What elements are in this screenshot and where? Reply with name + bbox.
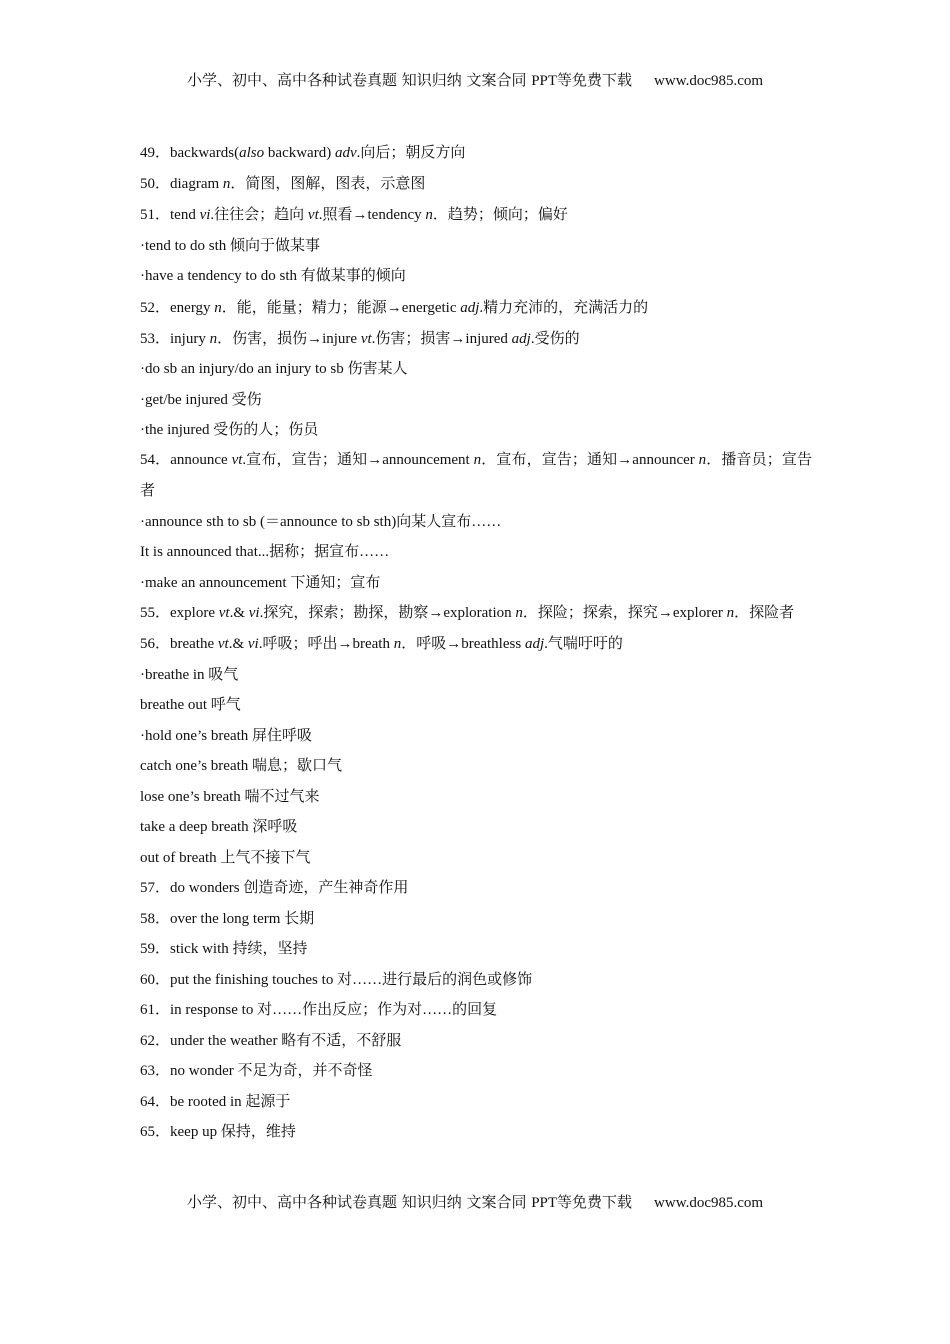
entry-56-phrase-3: ·hold one’s breath 屏住呼吸 — [140, 727, 313, 744]
header-text: 小学、初中、高中各种试卷真题 知识归纳 文案合同 PPT等免费下载 — [186, 73, 633, 89]
footer-text: 小学、初中、高中各种试卷真题 知识归纳 文案合同 PPT等免费下载 — [186, 1195, 633, 1211]
entry-57: 57．do wonders 创造奇迹，产生神奇作用 — [140, 880, 409, 897]
entry-56-phrase-5: lose one’s breath 喘不过气来 — [140, 788, 320, 805]
entry-55: 55．explore vt.& vi.探究，探索；勘探，勘察→exploration n．探险；探索，探究→explorer n．探险者 — [140, 605, 795, 622]
entry-56: 56．breathe vt.& vi.呼吸；呼出→breath n．呼吸→breathless adj.气喘吁吁的 — [140, 636, 623, 653]
entry-59: 59．stick with 持续，坚持 — [140, 941, 308, 958]
entry-56-phrase-2: breathe out 呼气 — [140, 697, 241, 714]
vocabulary-list — [140, 143, 812, 1143]
entry-56-phrase-7: out of breath 上气不接下气 — [140, 849, 311, 866]
entry-51-phrase-2: ·have a tendency to do sth 有做某事的倾向 — [140, 268, 406, 285]
entry-58: 58．over the long term 长期 — [140, 910, 315, 927]
entry-53-phrase-2: ·get/be injured 受伤 — [140, 391, 262, 408]
entry-53: 53．injury n．伤害，损伤→injure vt.伤害；损害→injured adj.受伤的 — [140, 330, 580, 347]
entry-63: 63．no wonder 不足为奇，并不奇怪 — [140, 1063, 373, 1080]
entry-65: 65．keep up 保持，维持 — [140, 1124, 296, 1141]
entry-64: 64．be rooted in 起源于 — [140, 1093, 291, 1110]
entry-56-phrase-1: ·breathe in 吸气 — [140, 666, 239, 683]
entry-61: 61．in response to 对……作出反应；作为对……的回复 — [140, 1002, 498, 1019]
footer-site: www.doc985.com — [654, 1195, 764, 1211]
entry-54-phrase-3: ·make an announcement 下通知；宣布 — [140, 574, 381, 591]
entry-54-phrase-1: ·announce sth to sb (＝announce to sb sth)向某人宣布…… — [140, 513, 502, 530]
entry-53-phrase-1: ·do sb an injury/do an injury to sb 伤害某人 — [140, 361, 408, 378]
entry-53-phrase-3: ·the injured 受伤的人；伤员 — [140, 422, 319, 439]
entry-49: 49．backwards(also backward) adv.向后；朝反方向 — [140, 145, 466, 161]
page-header — [0, 69, 950, 90]
entry-54: 54．announce vt.宣布，宣告；通知→announcement n．宣布，宣告；通知→announcer n．播音员；宣告者 — [140, 452, 812, 500]
entry-56-phrase-4: catch one’s breath 喘息；歇口气 — [140, 758, 343, 775]
entry-60: 60．put the finishing touches to 对……进行最后的润色或修饰 — [140, 971, 533, 988]
header-site: www.doc985.com — [654, 73, 764, 89]
entry-62: 62．under the weather 略有不适，不舒服 — [140, 1032, 402, 1049]
entry-50: 50．diagram n．简图，图解，图表，示意图 — [140, 176, 426, 193]
entry-54-phrase-2: It is announced that...据称；据宣布…… — [140, 544, 390, 561]
entry-52: 52．energy n．能，能量；精力；能源→energetic adj.精力充沛的，充满活力的 — [140, 299, 649, 316]
entry-51-phrase-1: ·tend to do sth 倾向于做某事 — [140, 237, 320, 254]
entry-56-phrase-6: take a deep breath 深呼吸 — [140, 819, 298, 836]
page-footer — [0, 1191, 950, 1212]
entry-51: 51．tend vi.往往会；趋向 vt.照看→tendency n．趋势；倾向；偏好 — [140, 207, 568, 224]
